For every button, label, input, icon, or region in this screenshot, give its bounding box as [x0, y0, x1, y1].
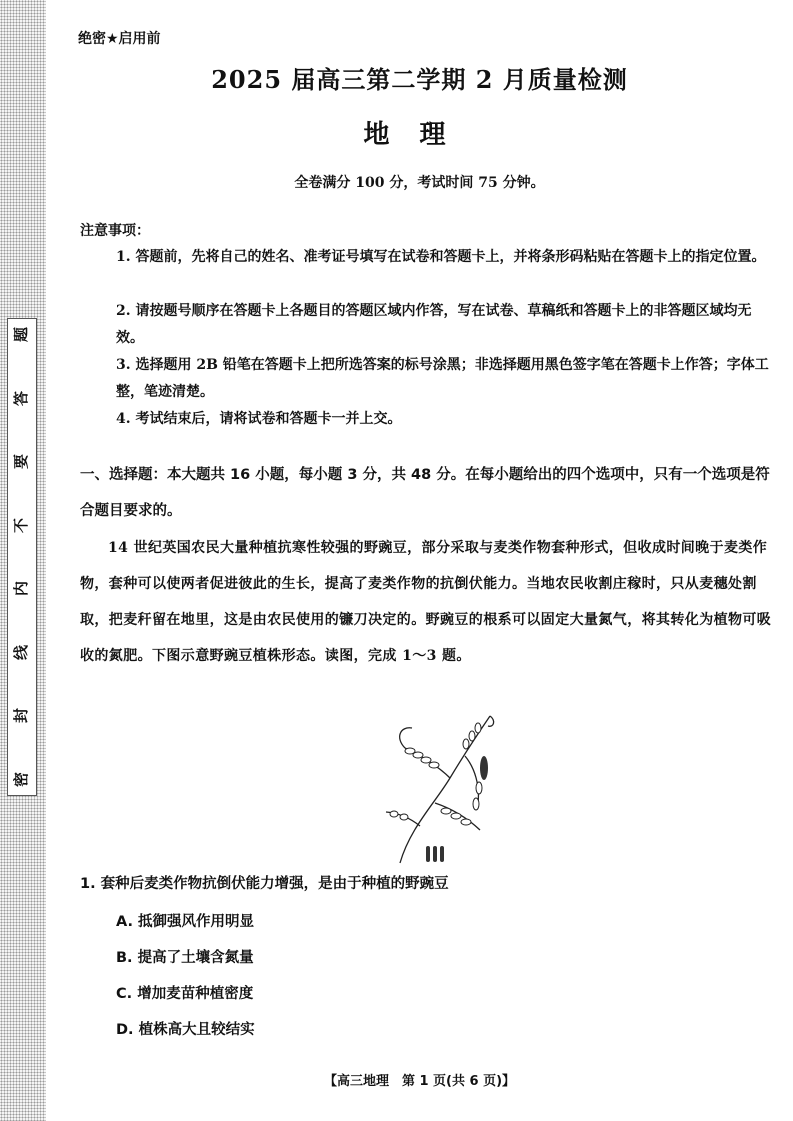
vetch-plant-illustration [380, 708, 500, 870]
seal-char: 不 [12, 517, 31, 533]
section-heading: 一、选择题：本大题共 16 小题，每小题 3 分，共 48 分。在每小题给出的四个选项中，只有一个选项是符合题目要求的。 [80, 467, 770, 519]
option-c: C. 增加麦苗种植密度 [116, 986, 254, 1002]
seal-char: 密 [12, 771, 31, 787]
seal-char: 题 [12, 326, 31, 343]
seal-line-box [7, 318, 37, 796]
notice-item: 3. 选择题用 2B 铅笔在答题卡上把所选答案的标号涂黑；非选择题用黑色签字笔在答题卡上作答；字体工整，笔迹清楚。 [116, 357, 769, 400]
seal-char: 答 [12, 390, 31, 406]
option-a: A. 抵御强风作用明显 [116, 914, 255, 930]
option-d: D. 植株高大且较结实 [116, 1022, 255, 1038]
reading-passage [80, 530, 780, 674]
score-time-line: 全卷满分 100 分，考试时间 75 分钟。 [294, 175, 545, 191]
notice-item: 4. 考试结束后，请将试卷和答题卡一并上交。 [116, 411, 402, 427]
seal-char: 线 [12, 644, 31, 660]
seal-char: 内 [12, 581, 31, 597]
seal-char: 要 [12, 454, 31, 470]
notice-heading: 注意事项： [80, 223, 150, 239]
passage-text: 14 世纪英国农民大量种植抗寒性较强的野豌豆，部分采取与麦类作物套种形式，但收成时间晚于麦类作物，套种可以使两者促进彼此的生长，提高了麦类作物的抗倒伏能力。当地农民收割庄稼时，只从麦穗处割取，把麦秆留在地里，这是由农民使用的镰刀决定的。野豌豆的根系可以固定大量氮气，将其转化为植物可吸收的氮肥。下图示意野豌豆植株形态。读图，完成 1～3 题。 [80, 540, 772, 664]
option-b: B. 提高了土壤含氮量 [116, 950, 254, 966]
notice-item: 1. 答题前，先将自己的姓名、准考证号填写在试卷和答题卡上，并将条形码粘贴在答题卡上的指定位置。 [116, 249, 766, 265]
exam-title: 2025 届高三第二学期 2 月质量检测 [211, 65, 628, 94]
binding-margin-strip [0, 0, 46, 1121]
question-stem: 1. 套种后麦类作物抗倒伏能力增强，是由于种植的野豌豆 [80, 876, 449, 892]
notice-item: 2. 请按题号顺序在答题卡上各题目的答题区域内作答，写在试卷、草稿纸和答题卡上的非答题区域均无效。 [116, 303, 752, 346]
seal-char: 封 [12, 708, 31, 724]
subject-title: 地理 [363, 120, 476, 150]
page-footer: 【高三地理 第 1 页(共 6 页)】 [323, 1074, 516, 1089]
secrecy-mark: 绝密★启用前 [78, 31, 161, 47]
